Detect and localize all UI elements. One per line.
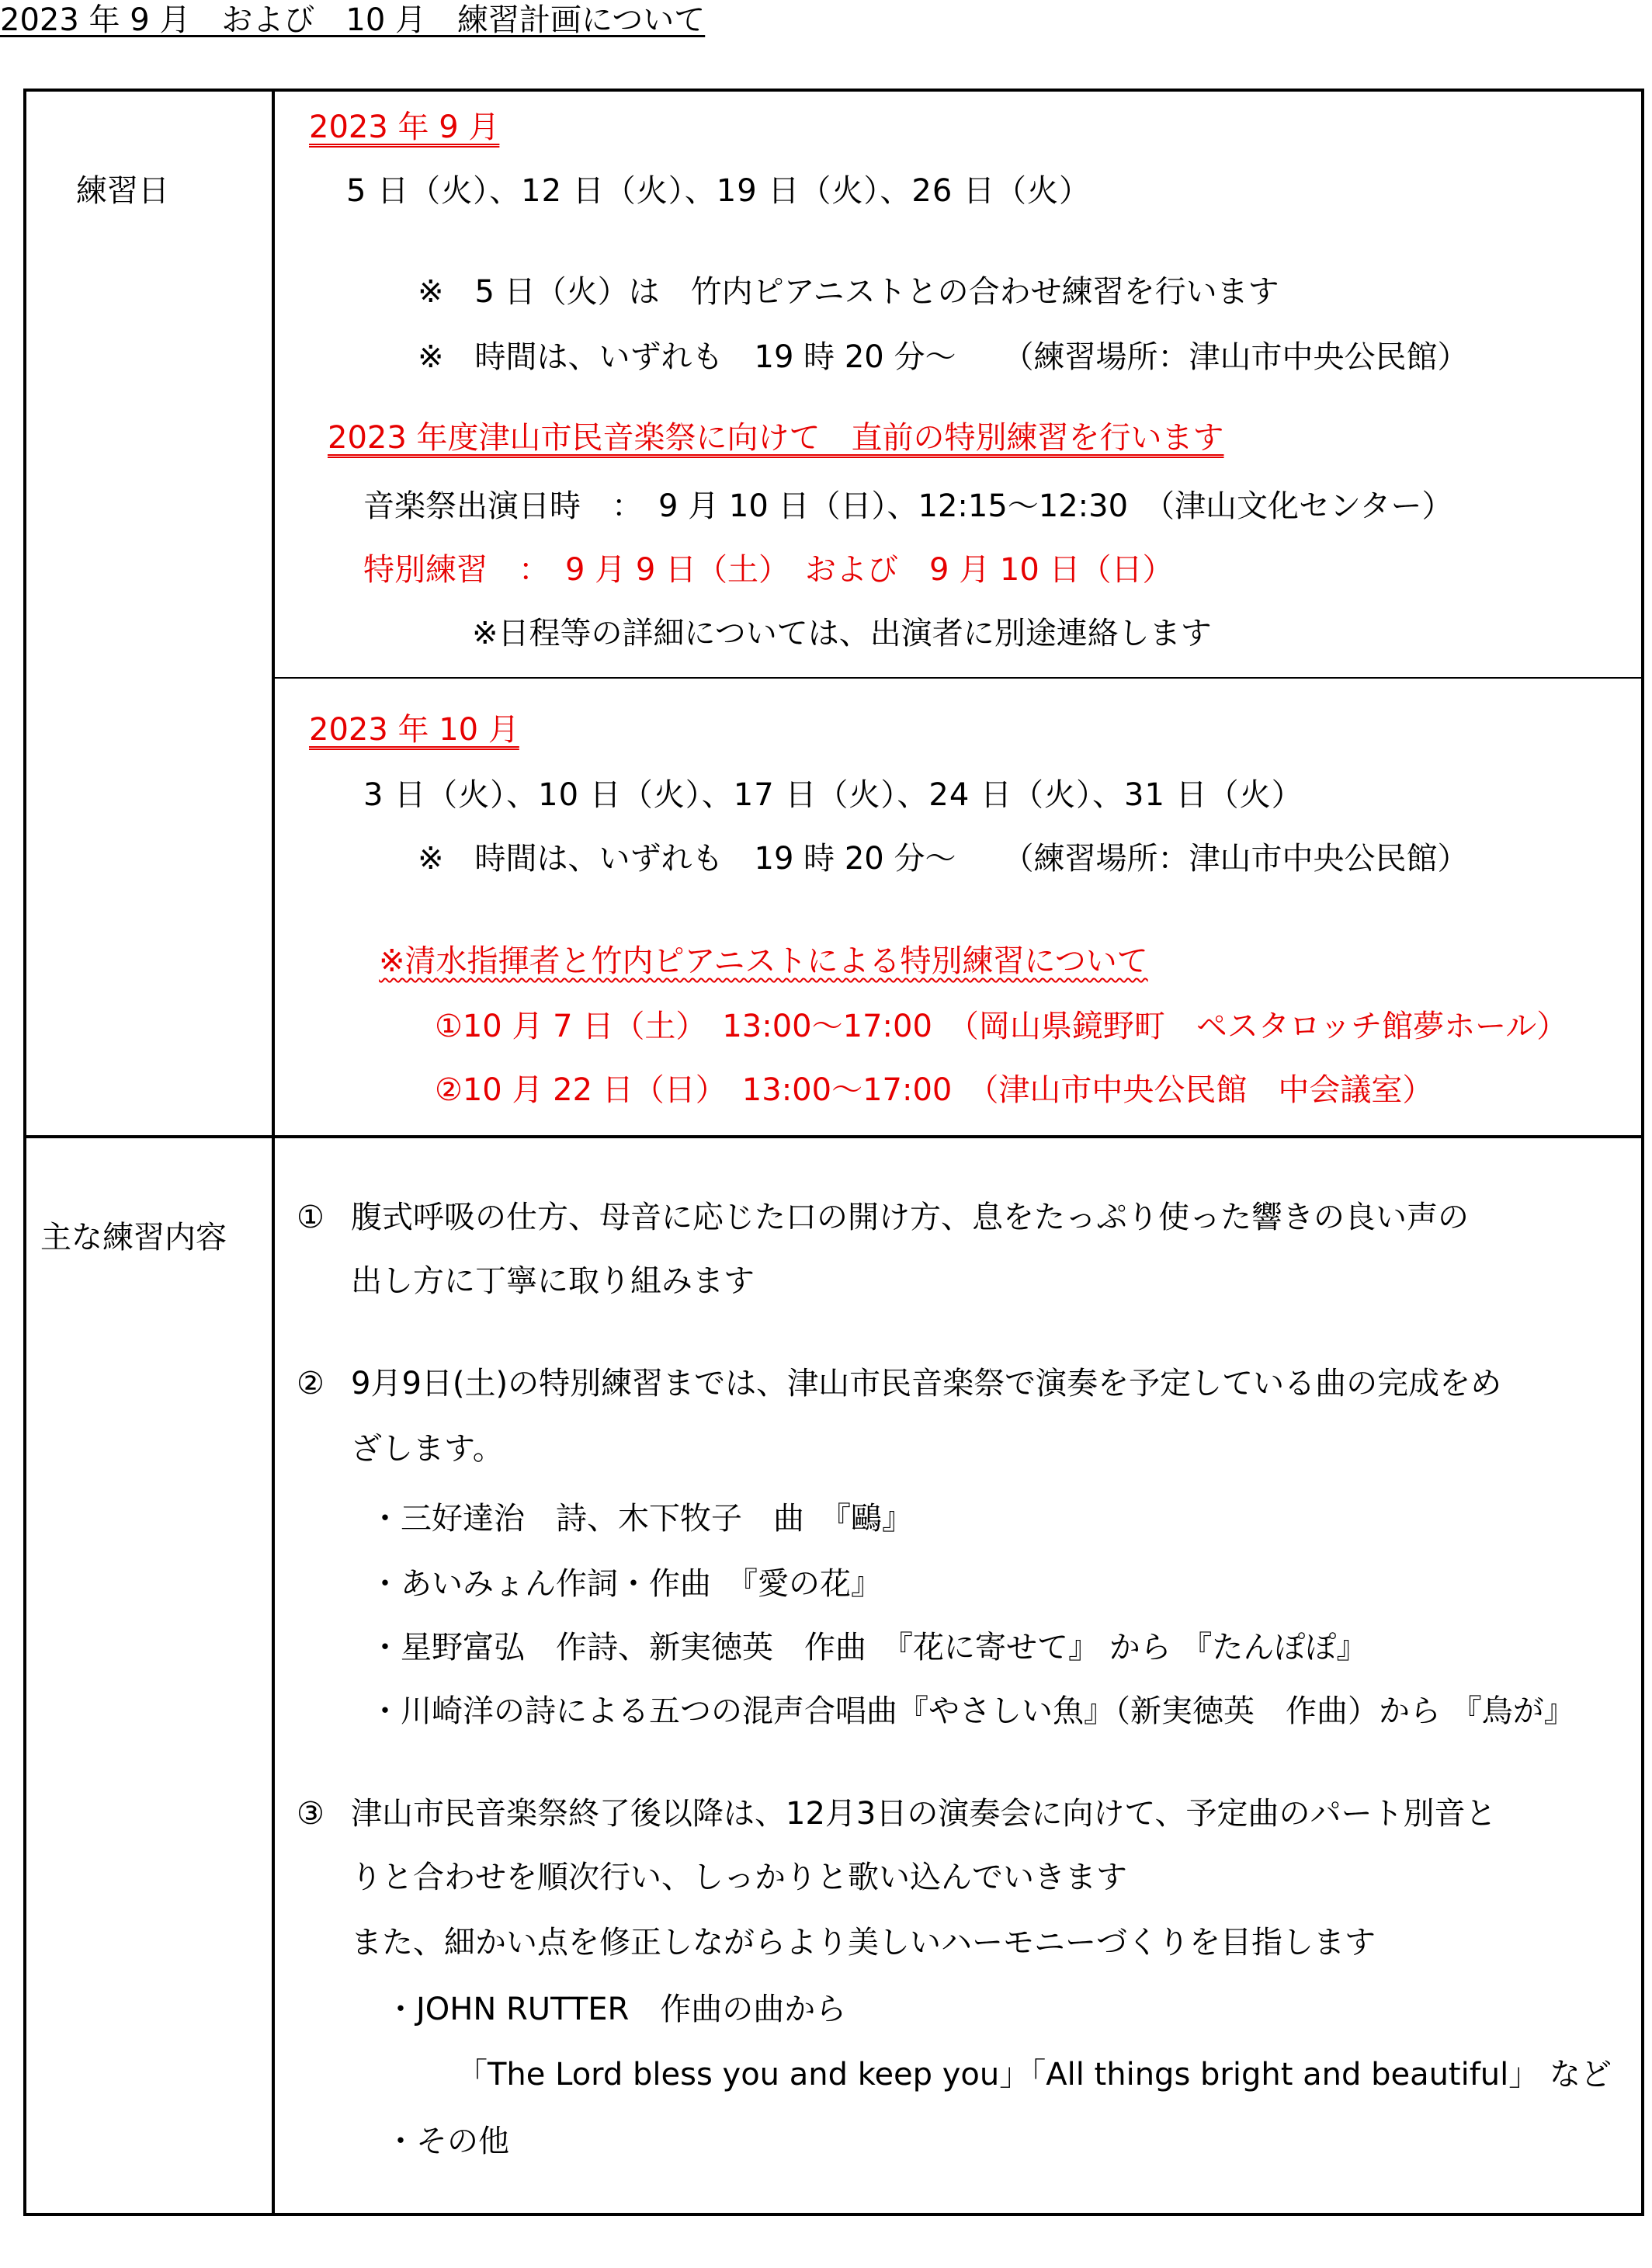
details-note: ※日程等の詳細については、出演者に別途連絡します (472, 616, 1212, 651)
item2-marker: ② (297, 1366, 324, 1401)
october-dates: 3 日（火）、10 日（火）、17 日（火）、24 日（火）、31 日（火） (363, 777, 1303, 813)
september-heading: 2023 年 9 月 (309, 109, 500, 145)
item3-line2: りと合わせを順次行い、しっかりと歌い込んでいきます (351, 1860, 1127, 1895)
schedule-table (23, 89, 1644, 2216)
item3-line1: 津山市民音楽祭終了後以降は、12月3日の演奏会に向けて、予定曲のパート別音と (351, 1796, 1497, 1832)
rutter-titles: 「The Lord bless you and keep you」「All things bright and beautiful」 など (456, 2057, 1612, 2093)
rutter-line: ・JOHN RUTTER 作曲の曲から (385, 1992, 847, 2027)
item1-marker: ① (297, 1200, 324, 1235)
item2-line2: ざします。 (351, 1431, 504, 1467)
main-content-label: 主な練習内容 (40, 1220, 227, 1256)
song-item: ・川崎洋の詩による五つの混声合唱曲『やさしい魚』（新実徳英 作曲）から 『鳥が』 (370, 1693, 1575, 1729)
song-item: ・星野富弘 作詩、新実徳英 作曲 『花に寄せて』 から 『たんぽぽ』 (370, 1630, 1368, 1665)
item3-marker: ③ (297, 1796, 324, 1832)
column-divider (272, 89, 275, 2216)
special-practice-heading: ※清水指揮者と竹内ピアニストによる特別練習について (379, 943, 1148, 979)
item2-line1: 9月9日(土)の特別練習までは、津山市民音楽祭で演奏を予定している曲の完成をめ (351, 1366, 1502, 1401)
section-divider (23, 1135, 1644, 1138)
song-item: ・三好達治 詩、木下牧子 曲 『鷗』 (370, 1501, 913, 1537)
festival-heading: 2023 年度津山市民音楽祭に向けて 直前の特別練習を行います (328, 420, 1224, 456)
item1-line2: 出し方に丁寧に取り組みます (351, 1263, 755, 1299)
special-session-1: ①10 月 7 日（土） 13:00～17:00 （岡山県鏡野町 ペスタロッチ館夢ホール） (435, 1009, 1568, 1044)
song-item: ・あいみょん作詞・作曲 『愛の花』 (370, 1566, 882, 1602)
item1-line1: 腹式呼吸の仕方、母音に応じた口の開け方、息をたっぷり使った響きの良い声の (351, 1200, 1469, 1235)
festival-performance: 音楽祭出演日時 ： 9 月 10 日（日）、12:15～12:30 （津山文化センター） (363, 488, 1453, 524)
document-title: 2023 年 9 月 および 10 月 練習計画について (0, 2, 706, 38)
item3-line3: また、細かい点を修正しながらより美しいハーモニーづくりを目指します (351, 1925, 1376, 1961)
other-item: ・その他 (385, 2124, 509, 2159)
september-dates: 5 日（火）、12 日（火）、19 日（火）、26 日（火） (346, 173, 1092, 209)
month-divider (273, 677, 1643, 679)
october-heading: 2023 年 10 月 (309, 712, 519, 748)
practice-days-label: 練習日 (76, 173, 169, 209)
september-note-pianist: ※ 5 日（火）は 竹内ピアニストとの合わせ練習を行います (418, 274, 1279, 310)
special-session-2: ②10 月 22 日（日） 13:00～17:00 （津山市中央公民館 中会議室） (435, 1072, 1434, 1108)
special-practice: 特別練習 ： 9 月 9 日（土） および 9 月 10 日（日） (363, 552, 1174, 588)
september-note-time: ※ 時間は、いずれも 19 時 20 分～ （練習場所：津山市中央公民館） (418, 339, 1469, 375)
october-note-time: ※ 時間は、いずれも 19 時 20 分～ （練習場所：津山市中央公民館） (418, 841, 1469, 877)
